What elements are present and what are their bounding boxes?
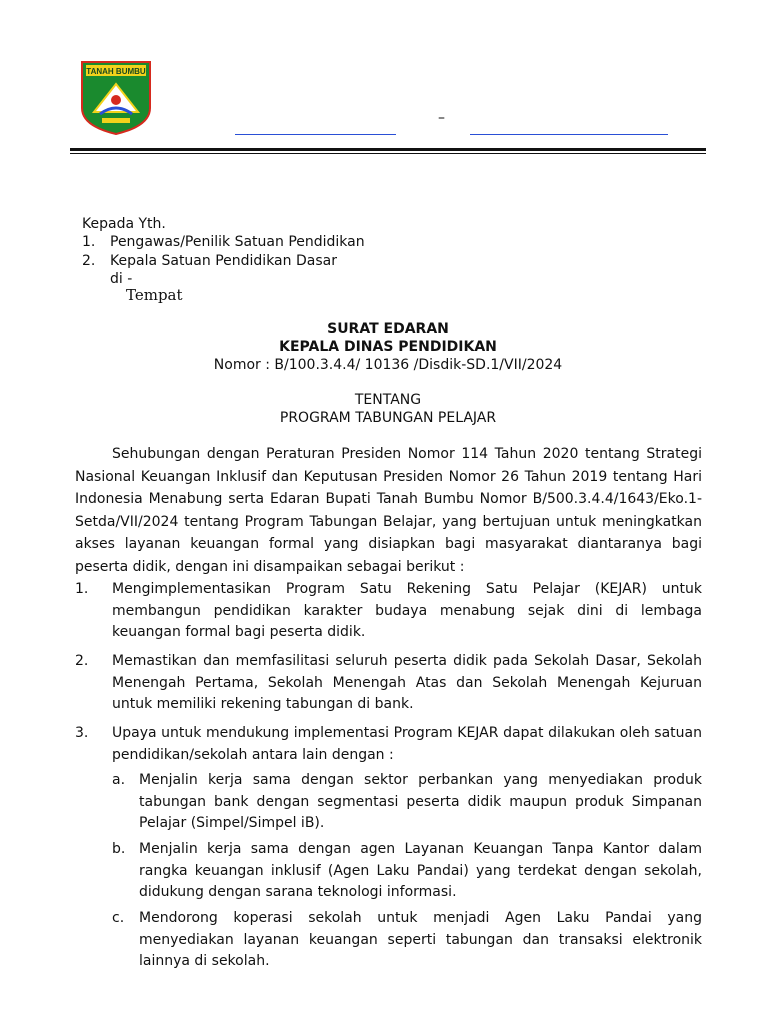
recipient-item-number: 2. [82, 253, 96, 269]
letterhead-rule [70, 148, 706, 151]
point-number: 3. [75, 725, 89, 741]
point-text: Upaya untuk mendukung implementasi Program KEJAR dapat dilakukan oleh satuan pendidikan/sekolah antara lain dengan : [112, 725, 702, 763]
header-website-underline [470, 134, 668, 135]
letterhead-rule-thin [70, 153, 706, 154]
intro-paragraph: Sehubungan dengan Peraturan Presiden Nomor 114 Tahun 2020 tentang Strategi Nasional Keuangan Inklusif dan Keputusan Presiden Nomor 26 Tahun 2019 tentang Hari Indonesia Menabung serta Edaran Bupati Tanah Bumbu Nomor B/500.3.4.4/1643/Eko.1-Setda/VII/2024 tentang Program Tabungan Belajar, yang bertujuan untuk meningkatkan akses layanan keuangan formal yang disiapkan bagi masyarakat diantaranya bagi peserta didik, dengan ini disampaikan sebagai berikut : [75, 446, 702, 575]
subpoint-letter: a. [112, 772, 126, 788]
recipient-greeting: Kepada Yth. [82, 216, 166, 232]
subpoint-text: Mendorong koperasi sekolah untuk menjadi Agen Laku Pandai yang menyediakan layanan keuangan seperti tabungan dan transaksi elektronik lainnya di sekolah. [139, 910, 702, 969]
point-text: Memastikan dan memfasilitasi seluruh peserta didik pada Sekolah Dasar, Sekolah Menengah Pertama, Sekolah Menengah Atas dan Sekolah Menengah Kejuruan untuk memiliki rekening tabungan di bank. [112, 653, 702, 712]
header-address-underline [235, 134, 396, 135]
recipient-di: di - [110, 271, 133, 287]
subpoint-letter: b. [112, 841, 126, 857]
letter-issuer: KEPALA DINAS PENDIDIKAN [279, 339, 497, 355]
recipient-item-number: 1. [82, 234, 96, 250]
recipient-item: Kepala Satuan Pendidikan Dasar [110, 253, 337, 269]
regency-logo [80, 60, 152, 136]
header-separator: – [438, 110, 445, 126]
point-number: 2. [75, 653, 89, 669]
subpoint-text: Menjalin kerja sama dengan sektor perbankan yang menyediakan produk tabungan bank dengan segmentasi peserta didik maupun produk Simpanan Pelajar (Simpel/Simpel iB). [139, 772, 702, 831]
letter-title: SURAT EDARAN [327, 321, 449, 337]
point-text: Mengimplementasikan Program Satu Rekening Satu Pelajar (KEJAR) untuk membangun pendidikan karakter budaya menabung sejak dini di lembaga keuangan formal bagi peserta didik. [112, 581, 702, 640]
about-label: TENTANG [354, 392, 422, 408]
tanah-bumbu-emblem-icon [80, 60, 152, 136]
point-number: 1. [75, 581, 89, 597]
logo-text: TANAH BUMBU [86, 67, 146, 76]
letter-subject: PROGRAM TABUNGAN PELAJAR [279, 410, 497, 426]
recipient-item: Pengawas/Penilik Satuan Pendidikan [110, 234, 365, 250]
subpoint-text: Menjalin kerja sama dengan agen Layanan Keuangan Tanpa Kantor dalam rangka keuangan inklusif (Agen Laku Pandai) yang terdekat dengan sekolah, didukung dengan sarana teknologi informasi. [139, 841, 702, 900]
recipient-place: Tempat [126, 286, 183, 304]
letter-number: Nomor : B/100.3.4.4/ 10136 /Disdik-SD.1/VII/2024 [213, 357, 563, 373]
subpoint-letter: c. [112, 910, 125, 926]
